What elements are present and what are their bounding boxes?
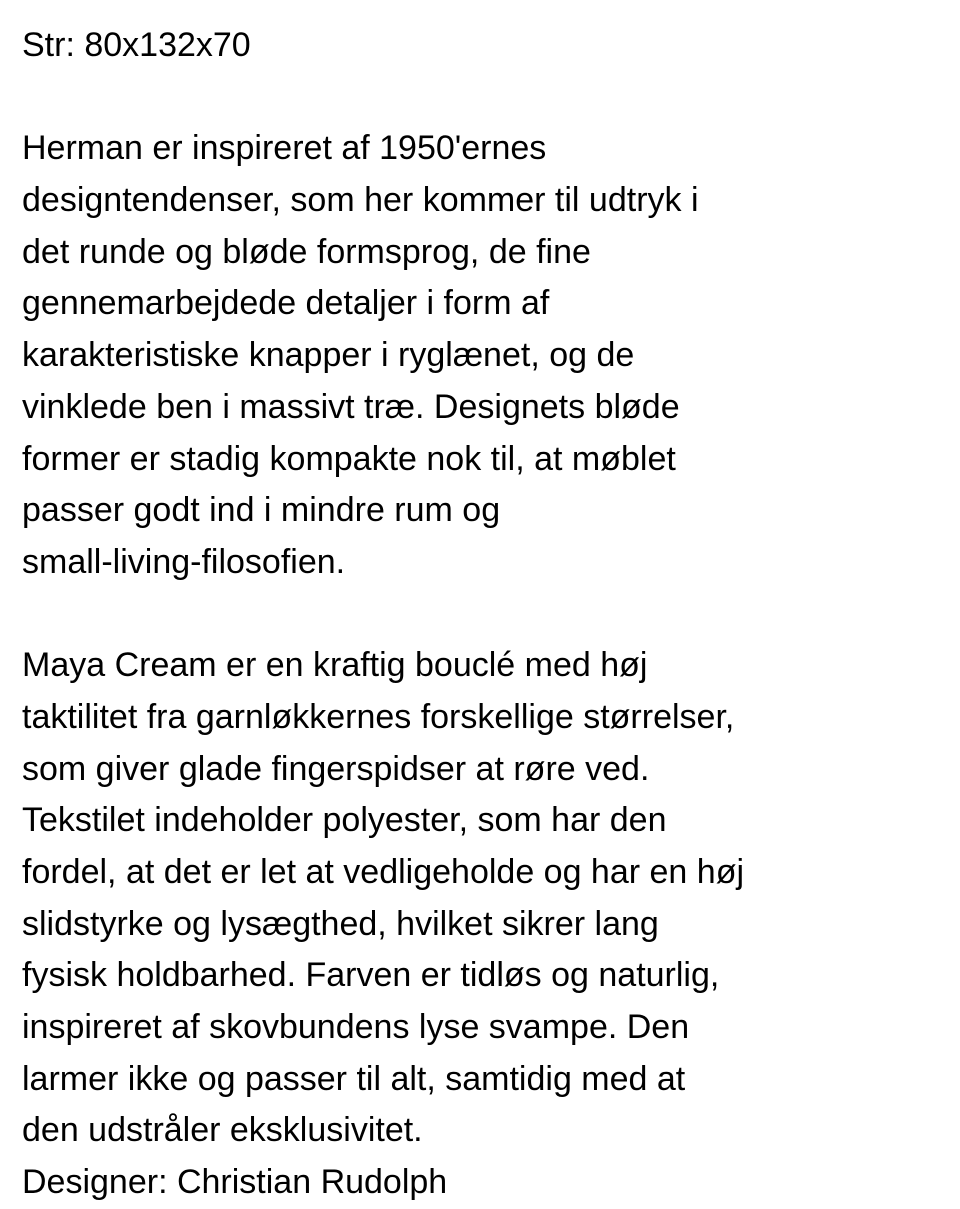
text-line: det runde og bløde formsprog, de fine [22, 232, 591, 271]
text-line: taktilitet fra garnløkkernes forskellige størrelser, [22, 697, 735, 736]
designer-line: Designer: Christian Rudolph [22, 1163, 448, 1202]
text-line: som giver glade fingerspidser at røre ved. [22, 749, 650, 788]
text-line: karakteristiske knapper i ryglænet, og de [22, 336, 635, 375]
size-line: Str: 80x132x70 [22, 26, 251, 64]
text-line: designtendenser, som her kommer til udtryk i [22, 181, 699, 220]
text-line: Maya Cream er en kraftig bouclé med høj [22, 646, 648, 685]
text-line: inspireret af skovbundens lyse svampe. Den [22, 1008, 690, 1047]
text-line: small-living-filosofien. [22, 542, 346, 581]
text-line: slidstyrke og lysægthed, hvilket sikrer lang [22, 904, 659, 943]
blank-line [22, 72, 960, 124]
text-line: gennemarbejdede detaljer i form af [22, 284, 550, 323]
text-line: fordel, at det er let at vedligeholde og har en høj [22, 853, 745, 891]
paragraph-maya-cream [22, 640, 960, 1157]
paragraph-herman [22, 123, 960, 588]
text-line: Herman er inspireret af 1950'ernes [22, 129, 547, 168]
text-line: passer godt ind i mindre rum og [22, 491, 501, 530]
text-line: larmer ikke og passer til alt, samtidig med at [22, 1059, 686, 1098]
text-line: vinklede ben i massivt træ. Designets bløde [22, 387, 680, 426]
text-line: Tekstilet indeholder polyester, som har den [22, 801, 667, 840]
blank-line [22, 589, 960, 641]
text-line: former er stadig kompakte nok til, at møblet [22, 439, 676, 478]
text-line: fysisk holdbarhed. Farven er tidløs og naturlig, [22, 956, 720, 995]
text-line: den udstråler eksklusivitet. [22, 1111, 423, 1150]
